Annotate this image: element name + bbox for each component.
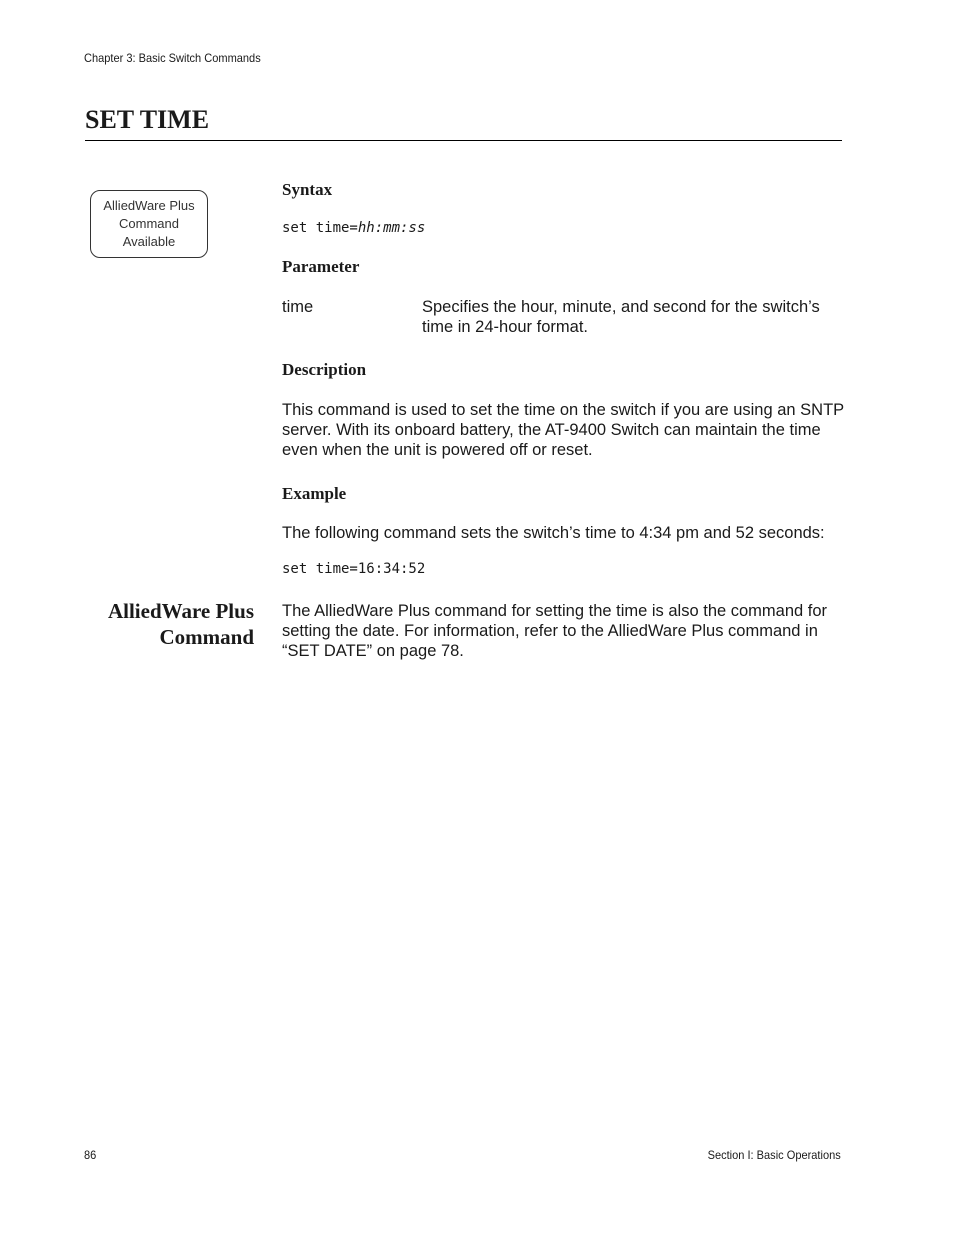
example-code: set time=16:34:52 [282, 561, 426, 577]
parameter-name: time [282, 298, 314, 316]
syntax-command: set time= [282, 220, 358, 236]
syntax-argument: hh:mm:ss [357, 220, 426, 236]
page-number: 86 [84, 1148, 97, 1162]
example-heading: Example [282, 484, 347, 503]
syntax-code [282, 220, 425, 236]
awplus-heading-line-1: AlliedWare Plus [107, 599, 254, 623]
running-head: Chapter 3: Basic Switch Commands [84, 51, 261, 65]
awplus-heading [108, 598, 254, 650]
parameter-description: Specifies the hour, minute, and second for the switch’s time in 24-hour format. [422, 298, 820, 336]
awplus-available-badge [90, 190, 208, 258]
badge-line-2: Command [119, 216, 179, 231]
page-title: SET TIME [85, 105, 210, 134]
description-heading: Description [282, 360, 367, 379]
awplus-text: The AlliedWare Plus command for setting the time is also the command for setting the date. For information, refer to the AlliedWare Plus command in “SET DATE” on page 78. [282, 602, 828, 660]
description-text: This command is used to set the time on the switch if you are using an SNTP server. With its onboard battery, the AT-9400 Switch can maintain the time even when the unit is powered off or reset. [282, 401, 844, 459]
example-text: The following command sets the switch’s time to 4:34 pm and 52 seconds: [282, 524, 825, 542]
title-rule [85, 140, 842, 141]
badge-line-3: Available [122, 234, 176, 249]
awplus-heading-line-2: Command [159, 625, 254, 649]
footer-section: Section I: Basic Operations [707, 1148, 841, 1162]
syntax-heading: Syntax [282, 180, 333, 199]
badge-line-1: AlliedWare Plus [103, 198, 195, 213]
parameter-heading: Parameter [282, 257, 360, 276]
